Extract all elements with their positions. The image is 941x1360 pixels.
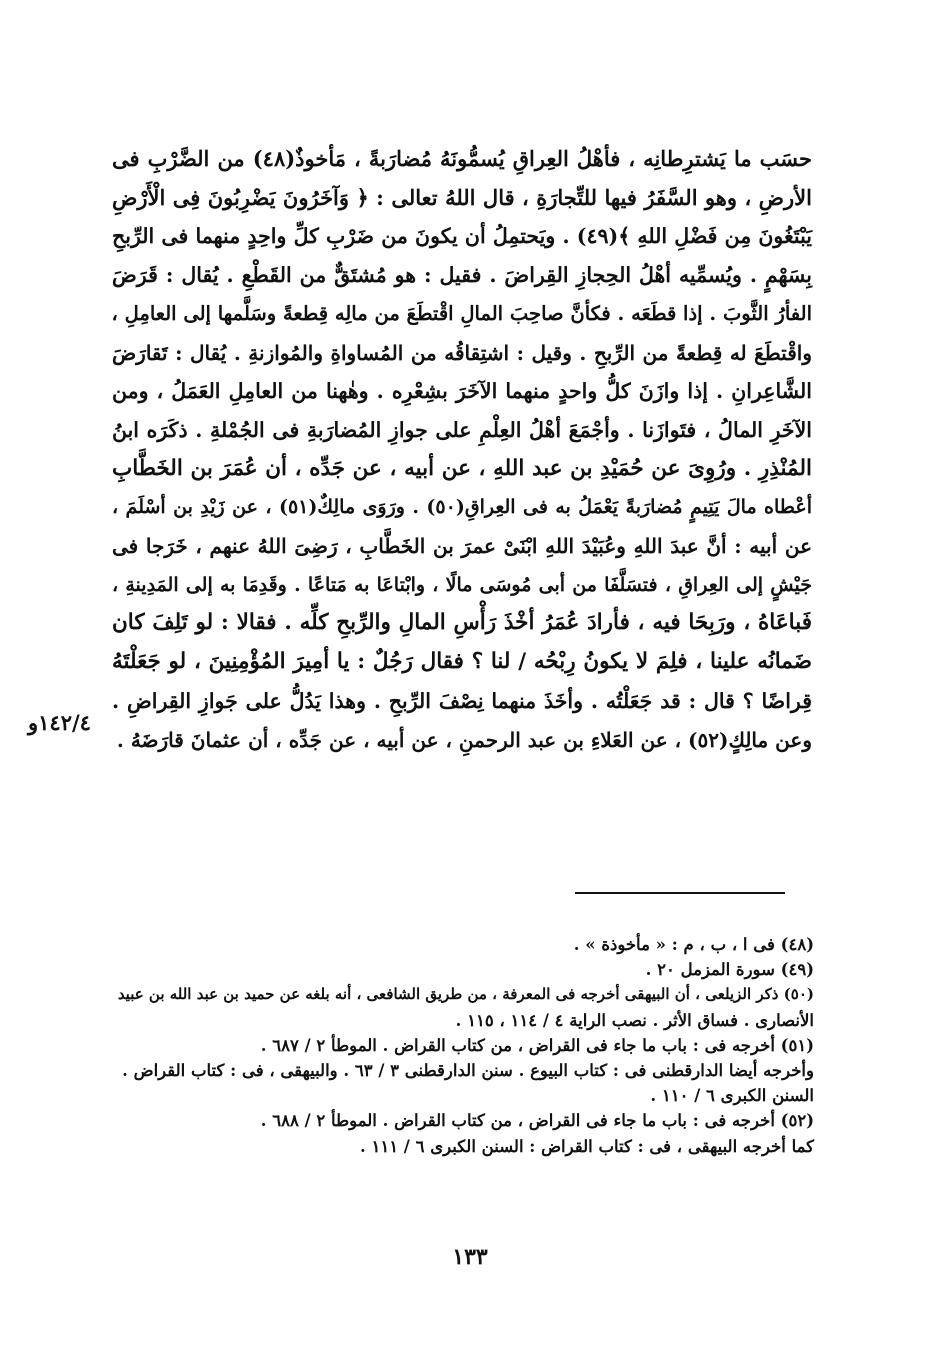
text-line: وعن مالِكٍ(٥٢) ، عن العَلاءِ بن عبد الرحمنِ ، عن أبيه ، عن جَدِّه ، أن عثمانَ قارَضَهُ . xyxy=(116,727,812,752)
text-line: ضَمانُه علينا ، فلِمَ لا يكونُ رِبْحُه / لنا ؟ فقال رَجُلٌ : يا أمِيرَ المُؤْمِنِينَ ، لو جَعَلْتَهُ xyxy=(112,649,812,675)
footnote-line: (٥٢) أخرجه فى : باب ما جاء فى القراض ، من كتاب القراض . الموطأ ٢ / ٦٨٨ . xyxy=(260,1111,814,1131)
text-line: قِراضًا ؟ قال : قد جَعَلْتُه . وأخَذَ منهما نِصْفَ الرِّبحِ . وهذا يَدُلُّ على جَوازِ القِراضِ . xyxy=(112,688,812,713)
footnote-line: (٥١) أخرجه فى : باب ما جاء فى القراض ، من كتاب القراض . الموطأ ٢ / ٦٨٧ . xyxy=(260,1035,814,1055)
page-number: ١٣٣ xyxy=(452,1244,488,1270)
footnote-line: السنن الكبرى ٦ / ١١٠ . xyxy=(650,1086,814,1106)
footnote-separator xyxy=(575,892,785,894)
text-line: بِسَهْمٍ . ويُسمِّيه أهْلُ الحِجازِ القِراضَ . فقيل : هو مُشتَقٌّ من القَطْعِ . يُقال : قَرَضَ xyxy=(112,263,812,288)
footnote-line: كما أخرجه البيهقى ، فى : كتاب القراض : السنن الكبرى ٦ / ١١١ . xyxy=(359,1136,814,1156)
footnote-line: وأخرجه أيضا الدارقطنى فى : كتاب البيوع . سنن الدارقطنى ٣ / ٦٣ . والبيهقى ، فى : كتاب القراض . xyxy=(122,1061,814,1081)
margin-folio-note: ١٤٢/٤و xyxy=(28,710,91,735)
footnote-line: الأنصارى . فساق الأثر . نصب الراية ٤ / ١١٤ ، ١١٥ . xyxy=(455,1010,814,1030)
text-line: واقْتطَعَ له قِطعةً من الرِّبحِ . وقيل : اشتِقاقُه من المُساواةِ والمُوازنةِ . يُقال : تَقارَضَ xyxy=(112,340,812,365)
text-line: الأرضِ ، وهو السَّفَرُ فيها للتِّجارَةِ ، قال اللهُ تعالى : ﴿ وَآخَرُونَ يَضْرِبُونَ فِى الْأَرْضِ xyxy=(112,184,812,210)
footnote-line: (٤٩) سورة المزمل ٢٠ . xyxy=(645,960,814,980)
text-line: أعْطاه مالَ يَتِيمٍ مُضارَبةً يَعْمَلُ به فى العِراقِ(٥٠) . ورَوَى مالِكٌ(٥١) ، عن زَيْدِ بن أسْلَمَ ، xyxy=(112,496,812,519)
text-line: فَباعَاهُ ، ورَبِحَا فيه ، فأرادَ عُمَرُ أخْذَ رَأْسِ المالِ والرِّبحِ كلِّه . فقالا : لو تَلِفَ كان xyxy=(112,610,812,636)
text-line: جَيْشٍ إلى العِراقِ ، فتسَلَّفَا من أبى مُوسَى مالًا ، وابْتاعَا به مَتاعًا . وقَدِمَا به إلى المَدِينةِ ، xyxy=(112,573,812,596)
text-line: الشَّاعِرانِ . إذا وازَنَ كلُّ واحدٍ منهما الآخَرَ بشِعْرِه . وهٰهنا من العامِلِ العَمَلُ ، ومن xyxy=(112,379,812,404)
text-line: المُنْذِرِ . ورُوِىَ عن حُمَيْدِ بن عبد اللهِ ، عن أبيه ، عن جَدِّه ، أن عُمَرَ بن الخَطَّابِ xyxy=(112,455,812,481)
footnotes xyxy=(114,932,814,1159)
footnote-line: (٤٨) فى ا ، ب ، م : « مأخوذة » . xyxy=(573,935,814,954)
footnote-line: (٥٠) ذكر الزيلعى ، أن البيهقى أخرجه فى المعرفة ، من طريق الشافعى ، أنه بلغه عن حميد بن عبد الله بن عبيد xyxy=(117,985,814,1004)
text-line: حسَب ما يَشترِطانِه ، فأهْلُ العِراقِ يُسمُّونَهُ مُضارَبةً ، مَأخوذٌ(٤٨) من الضَّرْبِ فى xyxy=(112,146,812,171)
main-text xyxy=(112,140,812,759)
text-line: الفأرُ الثَّوبَ . إذا قطَعَه . فكأنَّ صاحِبَ المالِ اقْتطَعَ من مالِه قِطعةً وسَلَّمها إلى العامِلِ ، xyxy=(111,301,812,325)
text-line: يَبْتَغُونَ مِن فَضْلِ اللهِ ﴾(٤٩) . ويَحتمِلُ أن يكونَ من ضَرْبِ كلِّ واحِدٍ منهما فى الرِّبحِ xyxy=(112,224,812,249)
text-line: الآخَرِ المالُ ، فتَوازَنا . وأجْمَعَ أهْلُ العِلْمِ على جوازِ المُضارَبةِ فى الجُمْلةِ . ذكَرَه ابنُ xyxy=(112,417,812,442)
text-line: عن أبيه : أنَّ عبدَ اللهِ وعُبَيْدَ اللهِ ابْنَىْ عمرَ بن الخَطَّابِ ، رَضِىَ اللهُ عنهم ، خَرَجا فى xyxy=(112,534,812,559)
